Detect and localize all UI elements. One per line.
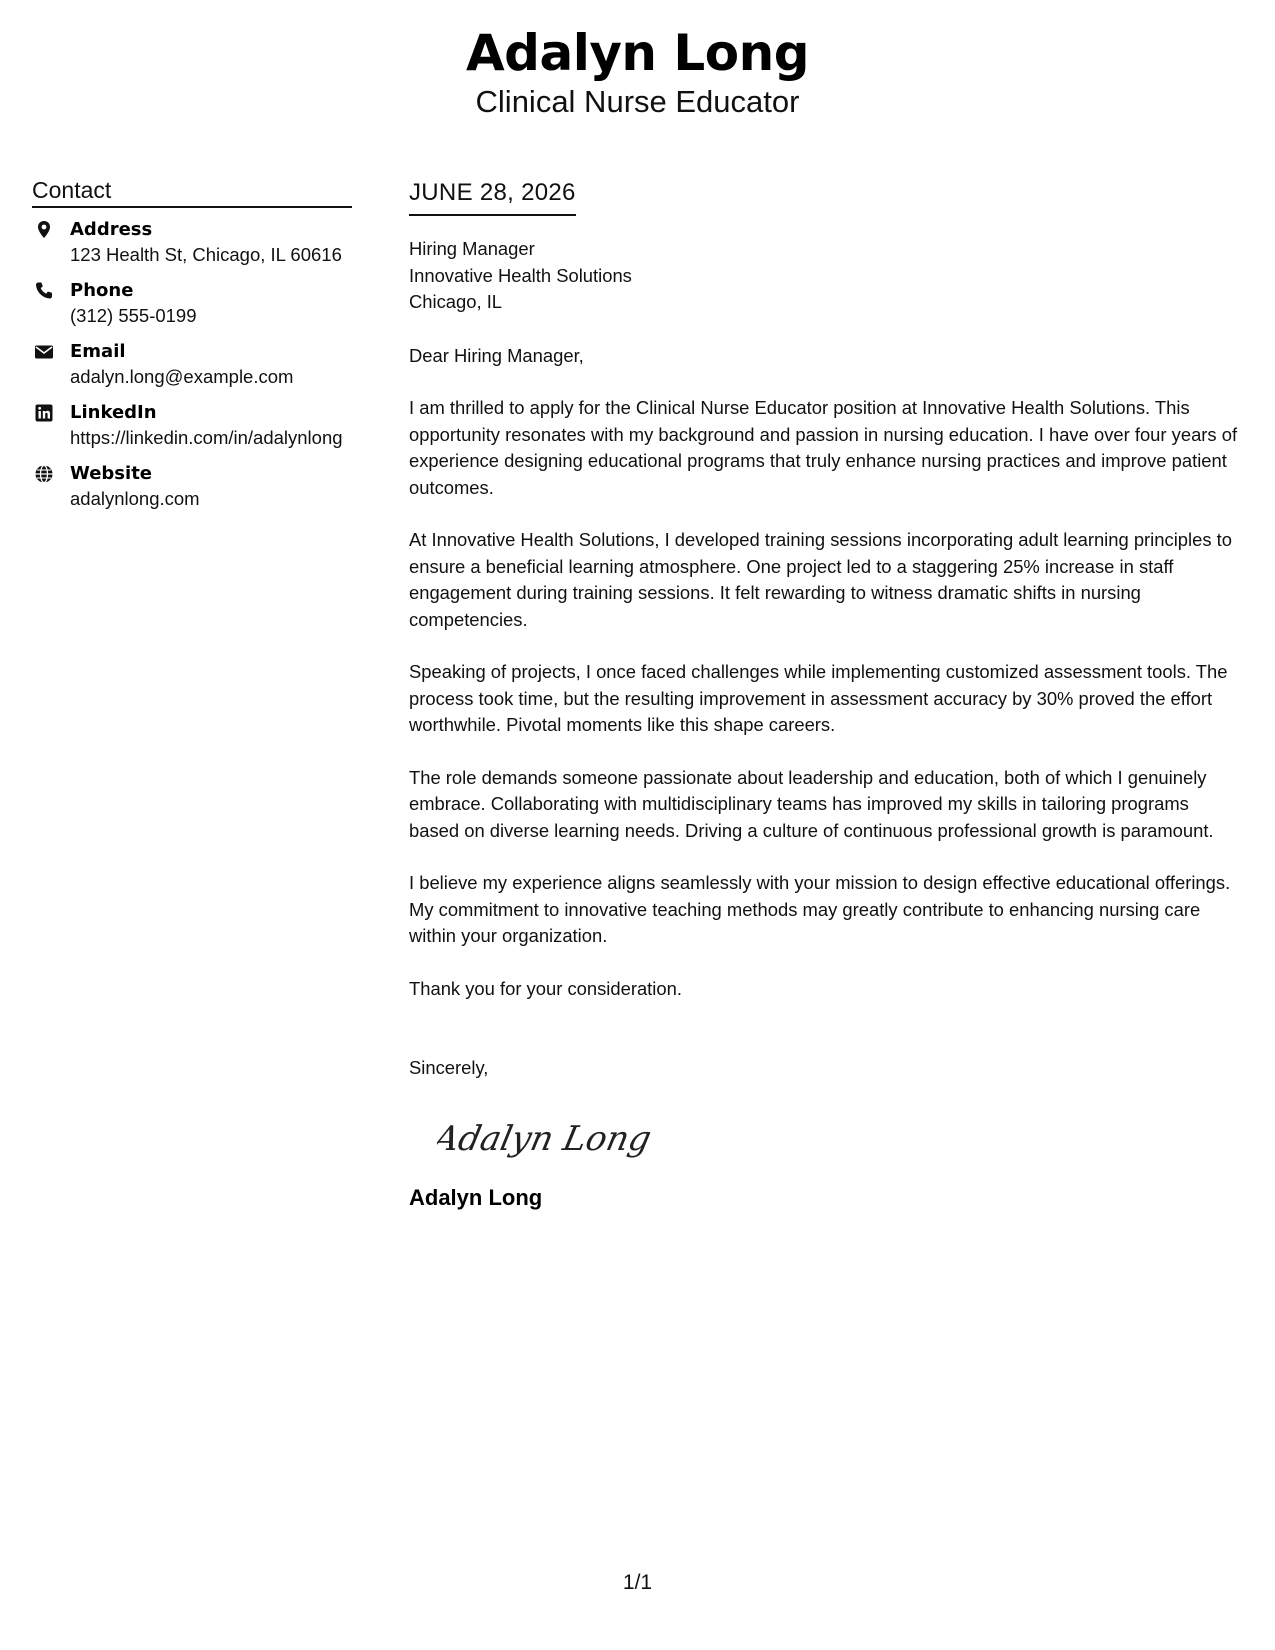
signer-name: Adalyn Long [409, 1184, 543, 1210]
letter-date: JUNE 28, 2026 [409, 178, 576, 216]
contact-website [32, 462, 352, 511]
address-label: Address [70, 219, 153, 240]
signature-text: Adalyn Long [437, 1118, 655, 1159]
body-paragraph: I believe my experience aligns seamlessly with your mission to design effective educational offerings. My commitment to innovative teaching methods may greatly contribute to enhancing nursing care within your organization. [409, 872, 1231, 946]
contact-linkedin [32, 401, 352, 450]
email-value: adalyn.long@example.com [70, 366, 294, 387]
email-label: Email [70, 341, 126, 362]
phone-value: (312) 555-0199 [70, 305, 197, 326]
signature-image [437, 1108, 677, 1168]
salutation: Dear Hiring Manager, [409, 344, 584, 366]
contact-heading: Contact [32, 176, 352, 208]
letter-body [409, 178, 1239, 1212]
envelope-icon [34, 342, 54, 362]
phone-label: Phone [70, 280, 134, 301]
recipient-block [409, 236, 1239, 316]
address-value: 123 Health St, Chicago, IL 60616 [70, 244, 342, 265]
phone-icon [34, 281, 54, 301]
website-label: Website [70, 463, 153, 484]
body-paragraph: I am thrilled to apply for the Clinical Nurse Educator position at Innovative Health Solutions. This opportunity resonates with my background and passion in nursing education. I have over four years of experience designing educational programs that truly enhance nursing practices and improve patient outcomes. [409, 397, 1238, 498]
applicant-title: Clinical Nurse Educator [475, 84, 800, 119]
linkedin-value[interactable]: https://linkedin.com/in/adalynlong [70, 427, 343, 448]
contact-sidebar [32, 176, 352, 523]
body-paragraph: Speaking of projects, I once faced challenges while implementing customized assessment tools. The process took time, but the resulting improvement in assessment accuracy by 30% proved the effort worthwhile. Pivotal moments like this shape careers. [409, 661, 1228, 735]
applicant-name: Adalyn Long [465, 24, 810, 82]
contact-address [32, 218, 352, 267]
contact-email [32, 340, 352, 389]
linkedin-label: LinkedIn [70, 402, 157, 423]
body-paragraph: The role demands someone passionate about leadership and education, both of which I genuinely embrace. Collaborating with multidisciplinary teams has improved my skills in tailoring programs based on diverse learning needs. Driving a culture of continuous professional growth is paramount. [409, 766, 1214, 841]
letter-header [0, 22, 1275, 120]
globe-icon [34, 464, 54, 484]
website-value[interactable]: adalynlong.com [70, 488, 200, 509]
recipient-line: Hiring Manager [409, 238, 535, 259]
closing: Sincerely, [409, 1057, 489, 1078]
recipient-line: Chicago, IL [409, 291, 503, 312]
linkedin-icon [34, 403, 54, 423]
contact-phone [32, 279, 352, 328]
body-paragraph: Thank you for your consideration. [409, 977, 682, 999]
location-pin-icon [34, 220, 54, 240]
page-number: 1/1 [622, 1571, 653, 1594]
recipient-line: Innovative Health Solutions [409, 264, 632, 286]
body-paragraph: At Innovative Health Solutions, I developed training sessions incorporating adult learning principles to ensure a beneficial learning atmosphere. One project led to a staggering 25% increase in staff engagement during training sessions. It felt rewarding to witness dramatic shifts in nursing competencies. [409, 529, 1232, 630]
